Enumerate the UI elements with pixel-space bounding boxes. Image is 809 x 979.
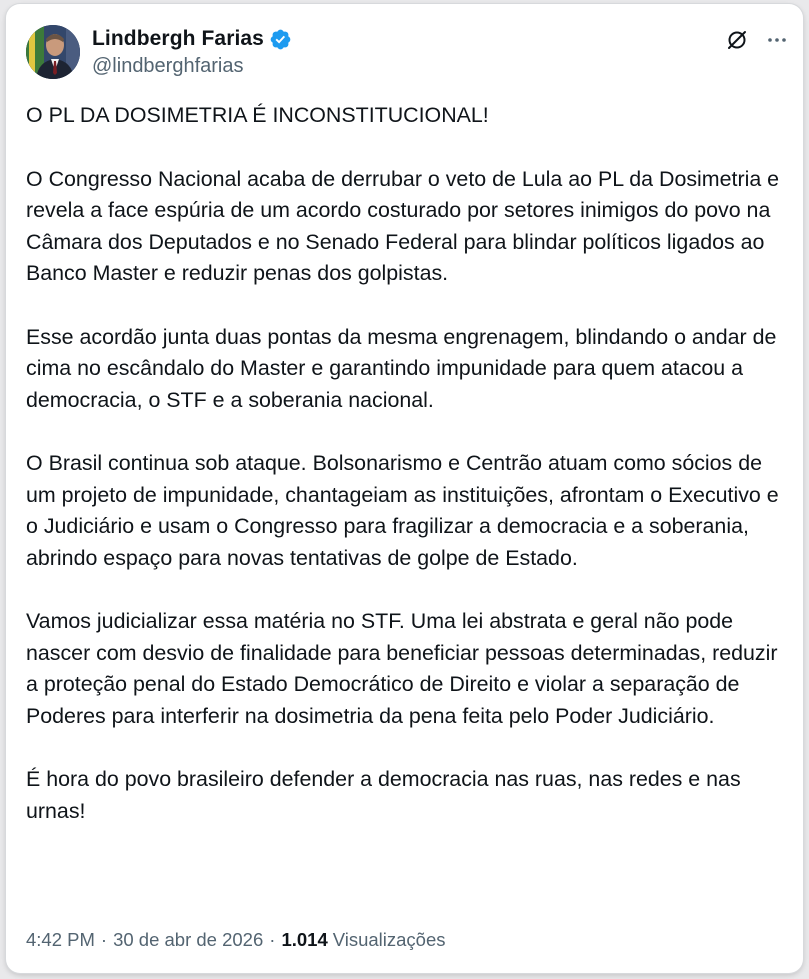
tweet-paragraph: Esse acordão junta duas pontas da mesma engrenagem, blindando o andar de cima no escândalo do Master e garantindo impunidade para quem atacou a democracia, o STF e a soberania nacional. xyxy=(26,324,777,412)
author-name-row xyxy=(92,26,292,52)
tweet-paragraph: Vamos judicializar essa matéria no STF. Uma lei abstrata e geral não pode nascer com desvio de finalidade para beneficiar pessoas determinadas, reduzir a proteção penal do Estado Democrático de Direito e violar a separação de Poderes para interferir na dosimetria da pena feita pelo Poder Judiciário. xyxy=(26,609,778,728)
more-options-icon[interactable] xyxy=(765,28,789,52)
views-label: Visualizações xyxy=(332,929,446,950)
tweet-paragraph: O Brasil continua sob ataque. Bolsonarismo e Centrão atuam como sócios de um projeto de impunidade, chantageiam as instituições, afrontam o Executivo e o Judiciário e usam o Congresso para fragilizar a democracia e a soberania, abrindo espaço para novas tentativas de golpe de Estado. xyxy=(26,451,779,570)
verified-badge-icon xyxy=(269,28,292,51)
tweet-paragraph: É hora do povo brasileiro defender a democracia nas ruas, nas redes e nas urnas! xyxy=(26,767,741,823)
author-handle[interactable]: @lindberghfarias xyxy=(92,55,244,77)
tweet-time[interactable]: 4:42 PM xyxy=(26,929,95,950)
tweet-paragraph: O Congresso Nacional acaba de derrubar o veto de Lula ao PL da Dosimetria e revela a face espúria de um acordo costurado por setores inimigos do povo na Câmara dos Deputados e no Senado Federal para blindar políticos ligados ao Banco Master e reduzir penas dos golpistas. xyxy=(26,166,780,285)
avatar-image xyxy=(26,25,80,79)
tweet-paragraph: O PL DA DOSIMETRIA É INCONSTITUCIONAL! xyxy=(26,103,489,127)
meta-separator: · xyxy=(269,929,276,950)
views-count: 1.014 xyxy=(281,929,328,950)
grok-icon[interactable] xyxy=(725,28,749,52)
avatar[interactable] xyxy=(26,25,80,79)
tweet-text xyxy=(26,100,790,827)
tweet-card xyxy=(6,4,803,973)
tweet-meta xyxy=(26,929,446,951)
tweet-top-actions xyxy=(725,28,789,52)
author-display-name[interactable]: Lindbergh Farias xyxy=(92,27,264,50)
meta-separator: · xyxy=(100,929,108,950)
tweet-date[interactable]: 30 de abr de 2026 xyxy=(113,929,264,950)
